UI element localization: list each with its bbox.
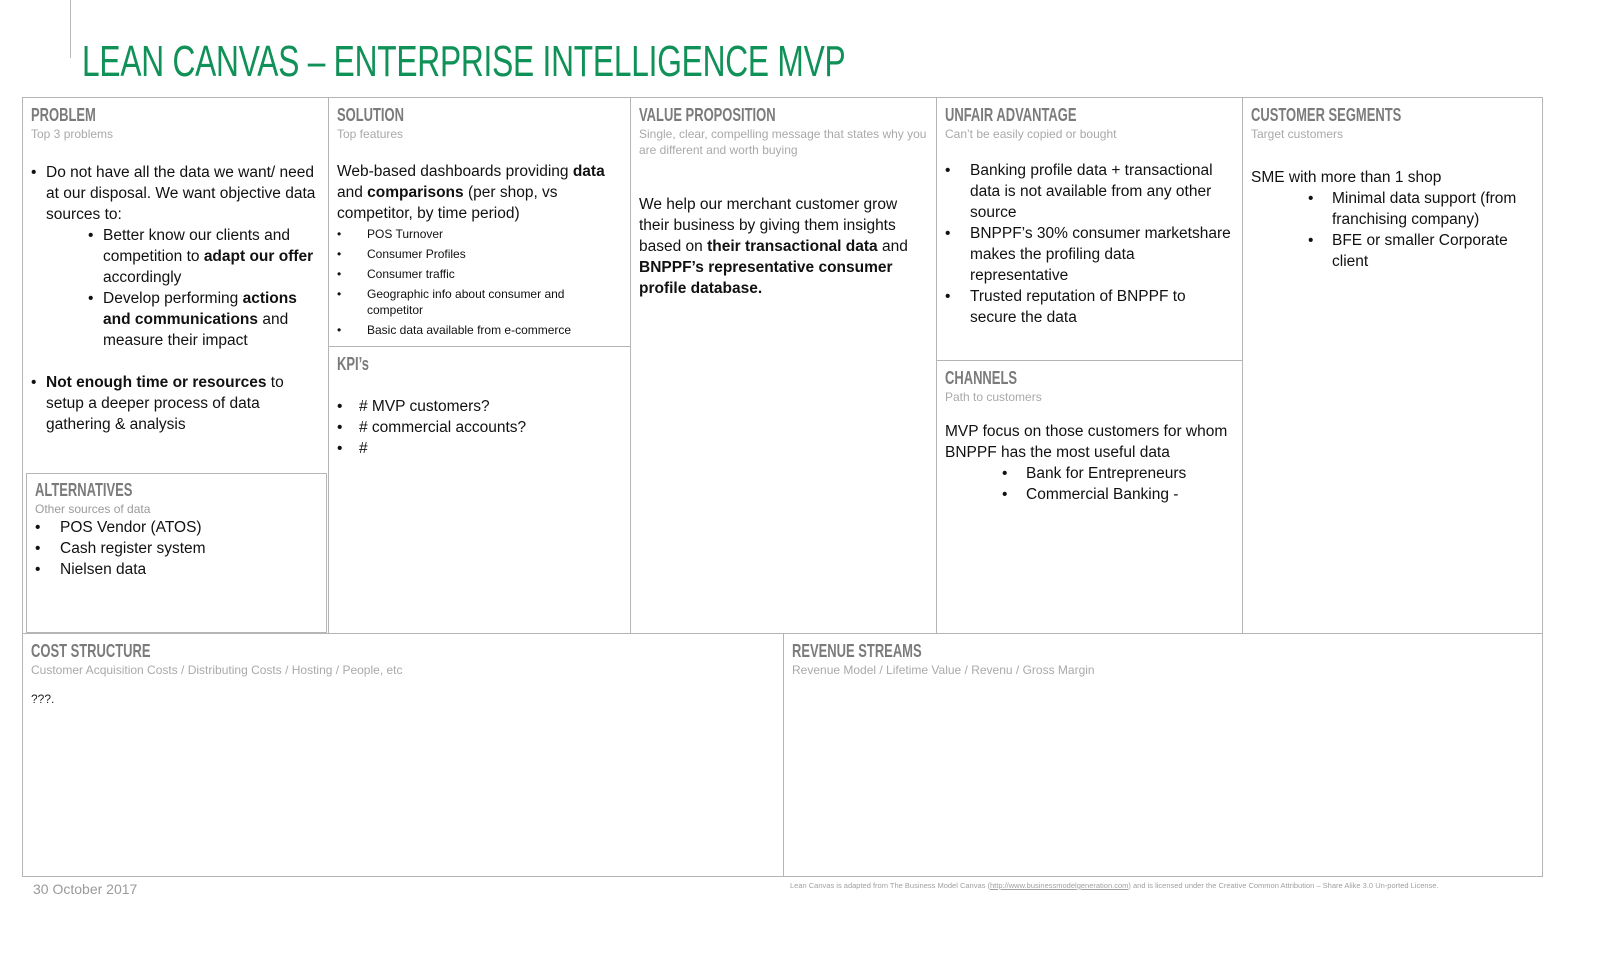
solution-lead: Web-based dashboards providing data and comparisons (per shop, vs competitor, by time period) (337, 163, 605, 222)
value-proposition-subtitle: Single, clear, compelling message that states why you are different and worth buying (639, 127, 927, 157)
problem-section (23, 98, 328, 633)
unfair-advantage-title: UNFAIR ADVANTAGE (945, 105, 1077, 125)
list-item: • Nielsen data (35, 559, 318, 580)
channels-section (936, 360, 1242, 633)
list-item: • Better know our clients and competition to adapt our offer accordingly (88, 225, 320, 288)
cost-structure-section (23, 633, 783, 876)
lean-canvas (22, 97, 1543, 877)
customer-segments-list (1308, 188, 1534, 272)
title-rule (70, 0, 71, 58)
license-link[interactable]: http://www.businessmodelgeneration.com (989, 881, 1129, 890)
cost-structure-text: ???. (31, 692, 55, 706)
list-item: • POS Turnover (337, 224, 622, 244)
value-proposition-section (630, 98, 936, 633)
problem-subtitle: Top 3 problems (31, 127, 114, 141)
solution-features-list (337, 224, 622, 340)
problem-list (31, 162, 320, 435)
list-item: • BNPPF’s 30% consumer marketshare makes the profiling data representative (945, 223, 1234, 286)
alternatives-title: ALTERNATIVES (35, 480, 133, 500)
list-item: • Do not have all the data we want/ need at our disposal. We want objective data sources to: • Better know our clients and competition to adapt our offer accordingly • Develop performing actions and communications and measure their impact (31, 162, 320, 372)
customer-segments-title: CUSTOMER SEGMENTS (1251, 105, 1402, 125)
list-item: • Cash register system (35, 538, 318, 559)
alternatives-section (26, 473, 327, 633)
list-item: • # commercial accounts? (337, 417, 622, 438)
revenue-streams-title: REVENUE STREAMS (792, 641, 922, 661)
list-item: • Not enough time or resources to setup a deeper process of data gathering & analysis (31, 372, 320, 435)
solution-section (328, 98, 630, 346)
solution-title: SOLUTION (337, 105, 404, 125)
page-title: LEAN CANVAS – ENTERPRISE INTELLIGENCE MVP (82, 37, 846, 86)
list-item: • BFE or smaller Corporate client (1308, 230, 1534, 272)
kpis-list (337, 396, 622, 459)
list-item: • POS Vendor (ATOS) (35, 517, 318, 538)
cost-structure-title: COST STRUCTURE (31, 641, 151, 661)
list-item: • Consumer Profiles (337, 244, 622, 264)
unfair-advantage-subtitle: Can’t be easily copied or bought (945, 127, 1117, 141)
list-item: • Banking profile data + transactional data is not available from any other source (945, 160, 1234, 223)
kpis-title: KPI’s (337, 354, 369, 374)
list-item: • Commercial Banking - (1002, 484, 1234, 505)
list-item: • # (337, 438, 622, 459)
channels-text: MVP focus on those customers for whom BNPPF has the most useful data (945, 423, 1228, 461)
revenue-streams-subtitle: Revenue Model / Lifetime Value / Revenu / Gross Margin (792, 663, 1095, 677)
list-item: • Geographic info about consumer and competitor (337, 284, 622, 320)
list-item: • Develop performing actions and communications and measure their impact (88, 288, 320, 351)
footer-license: Lean Canvas is adapted from The Business Model Canvas (http://www.businessmodelgeneration.com) and is licensed under the Creative Common Attribution – Share Alike 3.0 Un-ported License. (790, 881, 1439, 890)
list-item: • Minimal data support (from franchising company) (1308, 188, 1534, 230)
channels-list (1002, 463, 1234, 505)
kpis-section (328, 346, 630, 633)
value-proposition-title: VALUE PROPOSITION (639, 105, 776, 125)
cost-structure-subtitle: Customer Acquisition Costs / Distributing Costs / Hosting / People, etc (31, 663, 403, 677)
alternatives-subtitle: Other sources of data (35, 502, 151, 516)
unfair-advantage-section (936, 98, 1242, 360)
list-item: • Basic data available from e-commerce (337, 320, 622, 340)
list-item: • # MVP customers? (337, 396, 622, 417)
customer-segments-text: SME with more than 1 shop (1251, 169, 1442, 186)
solution-subtitle: Top features (337, 127, 404, 141)
unfair-advantage-list (945, 160, 1234, 328)
list-item: • Bank for Entrepreneurs (1002, 463, 1234, 484)
channels-subtitle: Path to customers (945, 390, 1042, 404)
list-item: • Consumer traffic (337, 264, 622, 284)
footer-date: 30 October 2017 (33, 881, 138, 897)
revenue-streams-section (783, 633, 1542, 876)
channels-title: CHANNELS (945, 368, 1018, 388)
list-item: • Trusted reputation of BNPPF to secure the data (945, 286, 1234, 328)
problem-title: PROBLEM (31, 105, 96, 125)
customer-segments-section (1242, 98, 1542, 633)
customer-segments-subtitle: Target customers (1251, 127, 1344, 141)
alternatives-list (35, 517, 318, 580)
value-proposition-text: We help our merchant customer grow their business by giving them insights based on their transactional data and BNPPF’s representative consumer profile database. (639, 196, 908, 297)
